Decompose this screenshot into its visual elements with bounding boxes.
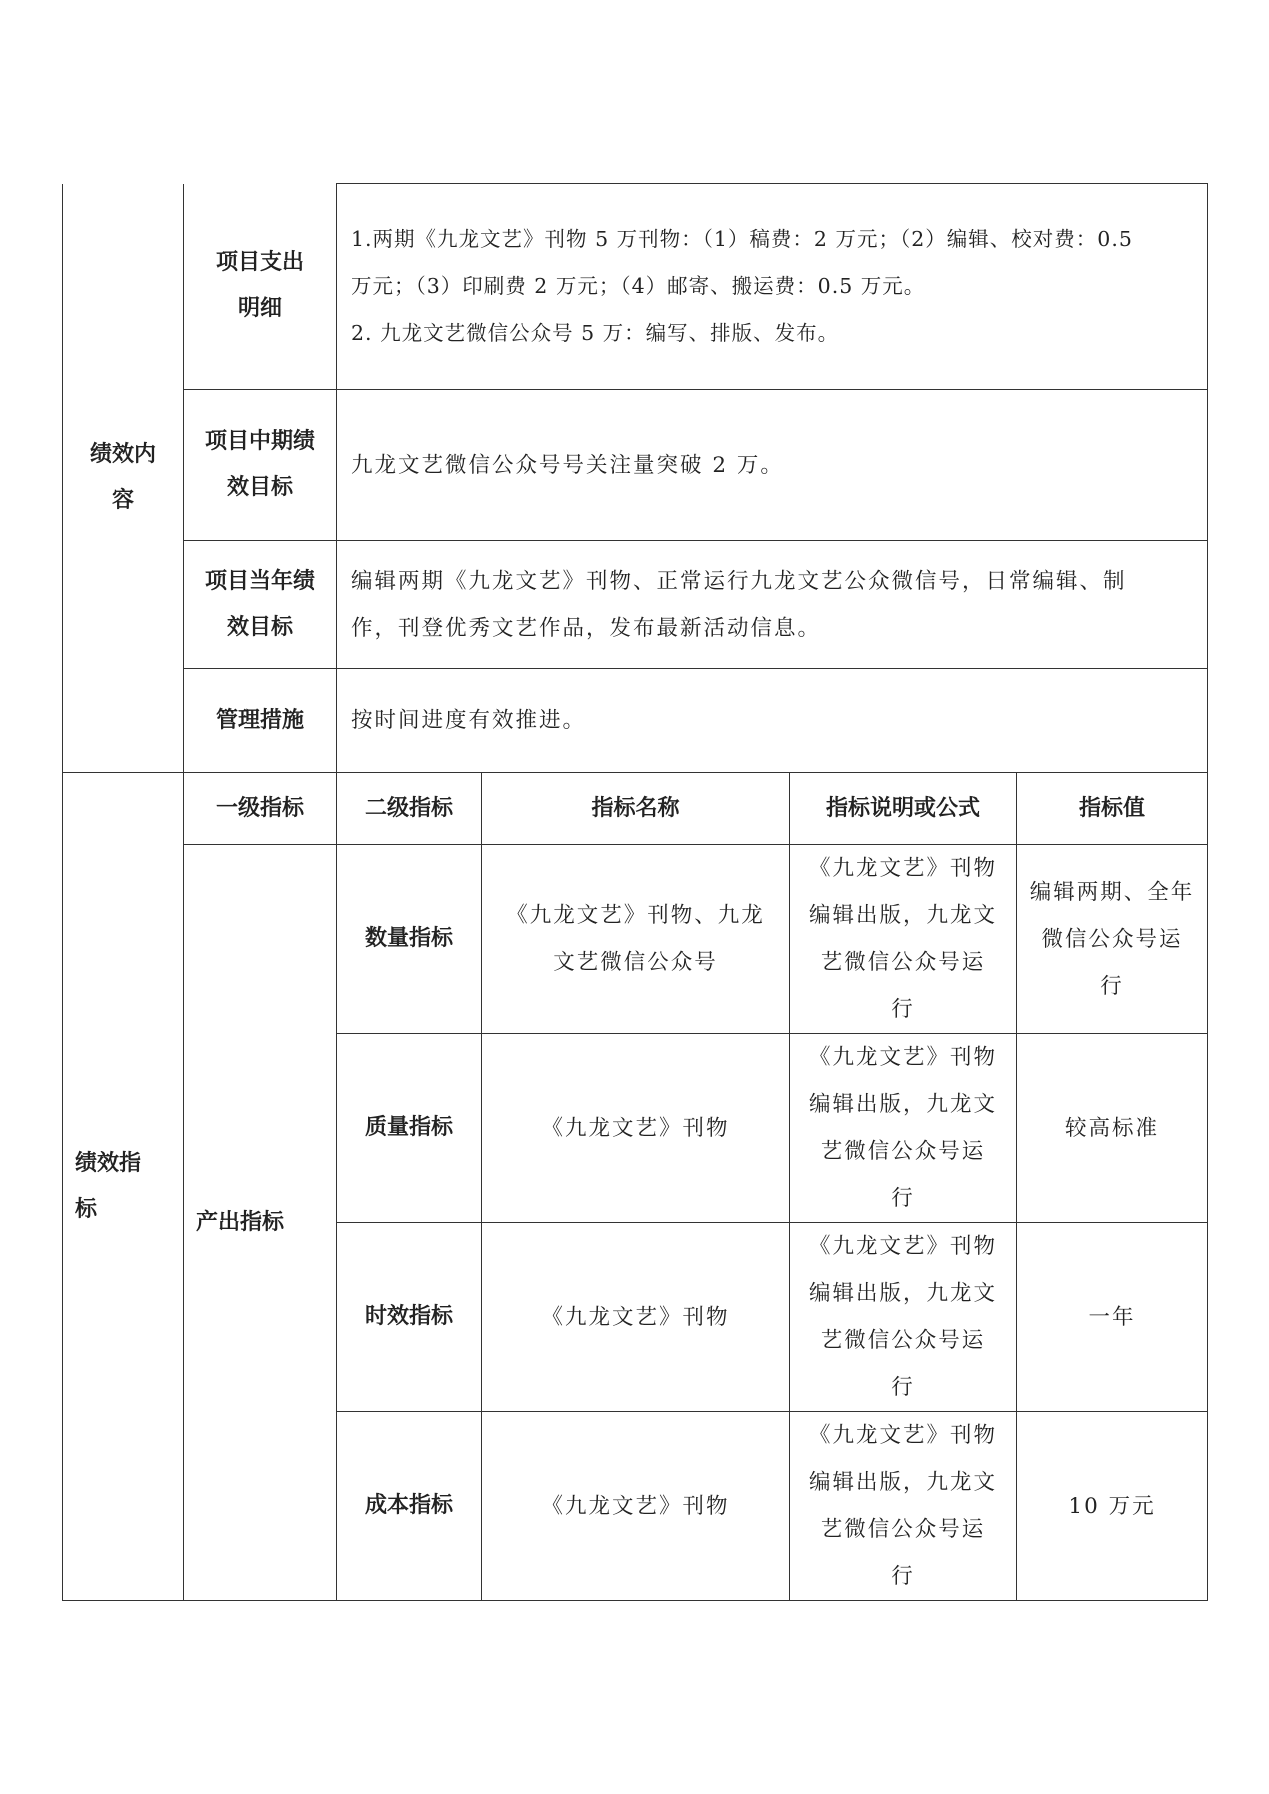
indicator-row-quantity — [63, 845, 1208, 1034]
row-label-management: 管理措施 — [184, 669, 337, 773]
indicator-header-row — [63, 773, 1208, 845]
management-text: 按时间进度有效推进。 — [337, 669, 1208, 773]
level2-cost: 成本指标 — [337, 1412, 482, 1601]
indicator-value: 编辑两期、全年 微信公众号运 行 — [1017, 845, 1208, 1034]
content-row-expense — [63, 184, 1208, 390]
header-indicator-desc: 指标说明或公式 — [790, 773, 1017, 845]
expense-detail-text: 1.两期《九龙文艺》刊物 5 万刊物：（1）稿费：2 万元；（2）编辑、校对费：0.5 万元；（3）印刷费 2 万元；（4）邮寄、搬运费：0.5 万元。 2. 九龙文艺微信公众号 5 万：编写、排版、发布。 — [337, 184, 1208, 390]
level2-quality: 质量指标 — [337, 1034, 482, 1223]
level2-quantity: 数量指标 — [337, 845, 482, 1034]
level1-output: 产出指标 — [184, 845, 337, 1601]
header-level1: 一级指标 — [184, 773, 337, 845]
header-indicator-value: 指标值 — [1017, 773, 1208, 845]
section-label-content: 绩效内 容 — [63, 184, 184, 773]
indicator-desc: 《九龙文艺》刊物 编辑出版，九龙文 艺微信公众号运 行 — [790, 1034, 1017, 1223]
performance-table — [62, 183, 1208, 1601]
content-row-mid-goal — [63, 390, 1208, 541]
row-label-annual-goal: 项目当年绩 效目标 — [184, 541, 337, 669]
indicator-value: 一年 — [1017, 1223, 1208, 1412]
content-row-management — [63, 669, 1208, 773]
indicator-desc: 《九龙文艺》刊物 编辑出版，九龙文 艺微信公众号运 行 — [790, 1412, 1017, 1601]
indicator-value: 10 万元 — [1017, 1412, 1208, 1601]
header-indicator-name: 指标名称 — [482, 773, 790, 845]
indicator-name: 《九龙文艺》刊物 — [482, 1412, 790, 1601]
row-label-mid-goal: 项目中期绩 效目标 — [184, 390, 337, 541]
content-row-annual-goal — [63, 541, 1208, 669]
indicator-name: 《九龙文艺》刊物、九龙 文艺微信公众号 — [482, 845, 790, 1034]
indicator-desc: 《九龙文艺》刊物 编辑出版，九龙文 艺微信公众号运 行 — [790, 845, 1017, 1034]
indicator-name: 《九龙文艺》刊物 — [482, 1223, 790, 1412]
header-level2: 二级指标 — [337, 773, 482, 845]
row-label-expense: 项目支出 明细 — [184, 184, 337, 390]
performance-table-page — [62, 183, 1208, 1601]
mid-goal-text: 九龙文艺微信公众号号关注量突破 2 万。 — [337, 390, 1208, 541]
annual-goal-text: 编辑两期《九龙文艺》刊物、正常运行九龙文艺公众微信号，日常编辑、制 作，刊登优秀文艺作品，发布最新活动信息。 — [337, 541, 1208, 669]
level2-timeliness: 时效指标 — [337, 1223, 482, 1412]
section-label-indicators: 绩效指 标 — [63, 773, 184, 1601]
indicator-value: 较高标准 — [1017, 1034, 1208, 1223]
indicator-name: 《九龙文艺》刊物 — [482, 1034, 790, 1223]
indicator-desc: 《九龙文艺》刊物 编辑出版，九龙文 艺微信公众号运 行 — [790, 1223, 1017, 1412]
